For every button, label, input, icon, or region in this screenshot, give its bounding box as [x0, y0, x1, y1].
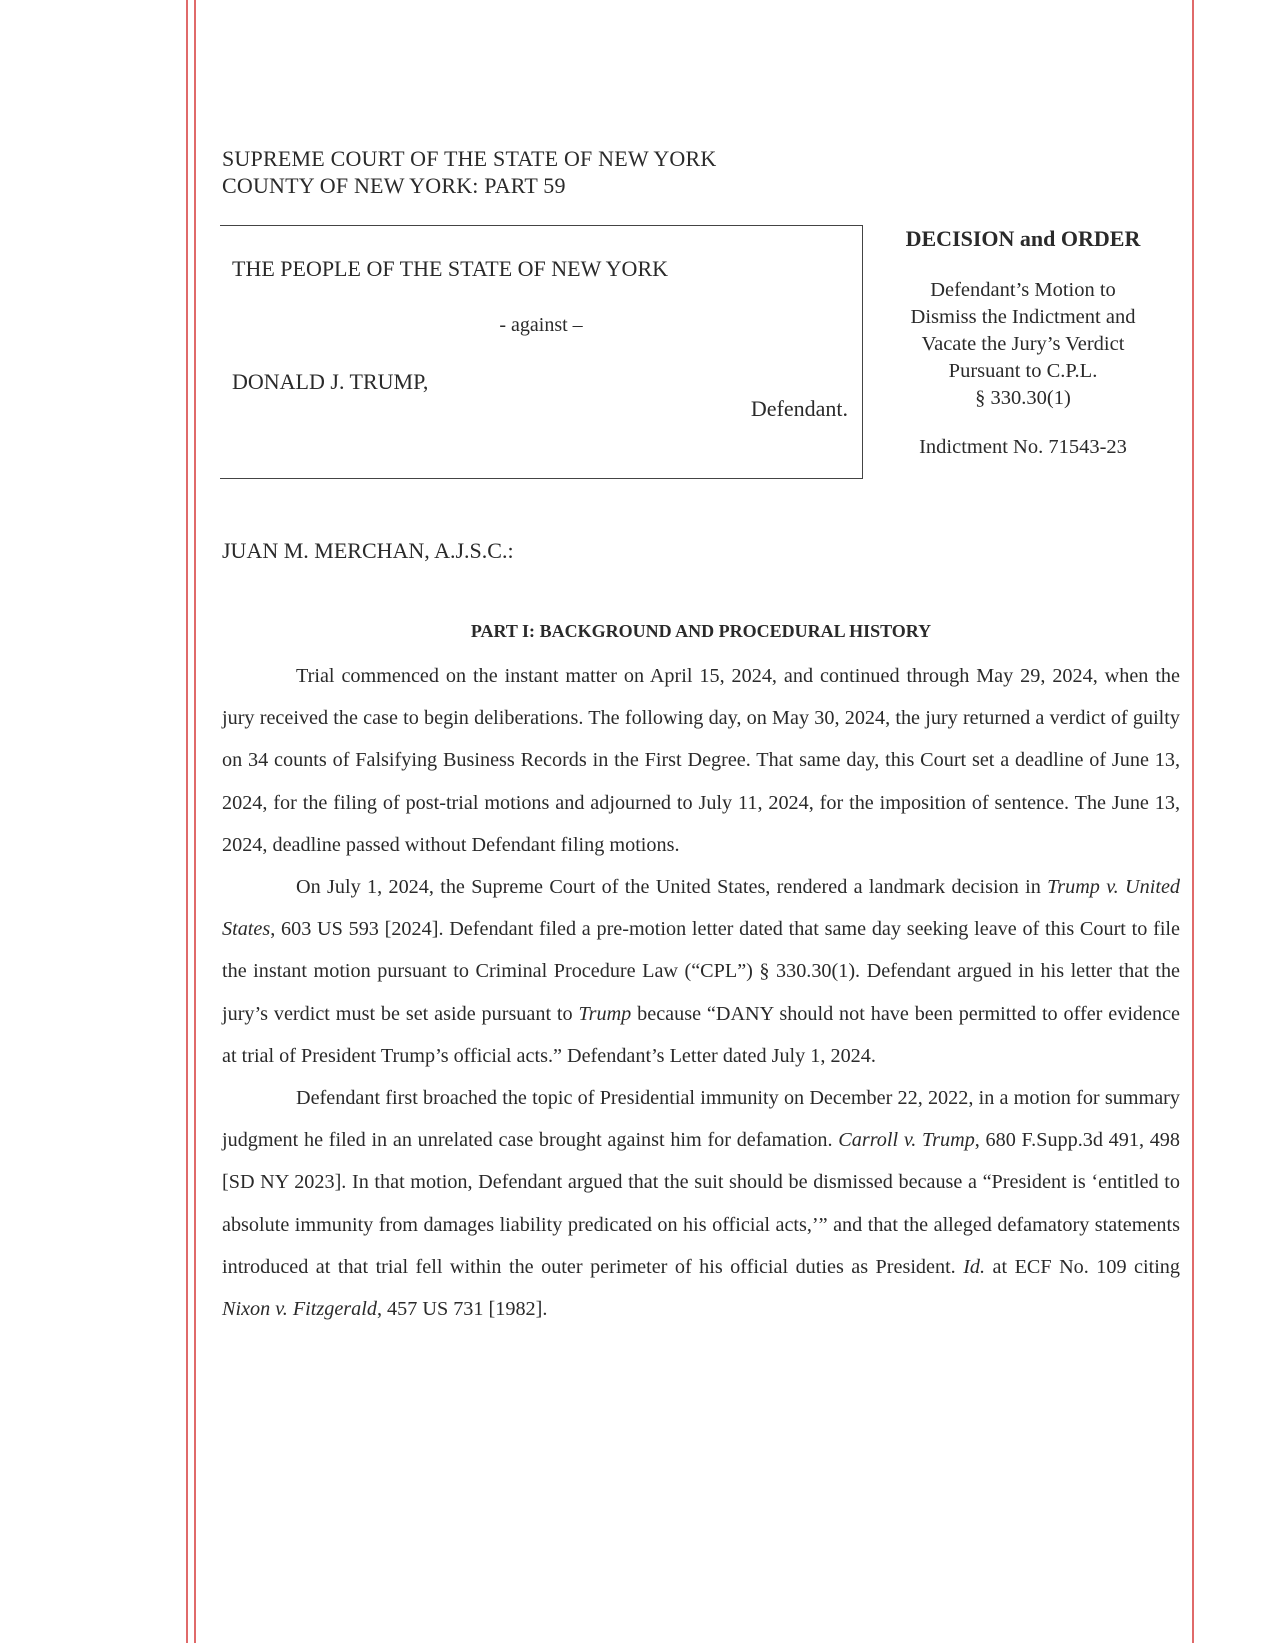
left-margin-line-1 — [186, 0, 188, 1643]
paragraph-text: because “DANY should not have been permitted to offer evidence at trial of President Trump’s official acts.” Defendant’s Letter dated July 1, 2024. — [222, 1002, 1180, 1067]
defendant-name: DONALD J. TRUMP, — [232, 369, 429, 394]
case-citation: Nixon v. Fitzgerald — [222, 1298, 377, 1321]
body-text — [222, 655, 1180, 1330]
motion-line: § 330.30(1) — [975, 387, 1071, 409]
right-margin-line — [1192, 0, 1194, 1643]
court-county: COUNTY OF NEW YORK: PART 59 — [222, 173, 566, 198]
paragraph-text: , 603 US 593 [2024]. Defendant filed a pre-motion letter dated that same day seeking leave of this Court to file the instant motion pursuant to Criminal Procedure Law (“CPL”) § 330.30(1). Defendant argued in his letter that the jury’s verdict must be set aside pursuant to — [222, 918, 1180, 1025]
plaintiff-name: THE PEOPLE OF THE STATE OF NEW YORK — [232, 256, 669, 281]
paragraph-2 — [222, 866, 1180, 1077]
court-header — [222, 145, 716, 199]
motion-description — [878, 277, 1168, 412]
against-label: - against – — [499, 314, 583, 336]
part-heading — [222, 621, 1180, 642]
left-margin-line-2 — [194, 0, 196, 1643]
paragraph-text: Trial commenced on the instant matter on April 15, 2024, and continued through May 29, 2024, when the jury received the case to begin deliberations. The following day, on May 30, 2024, the jury returned a verdict of guilty on 34 counts of Falsifying Business Records in the First Degree. That same day, this Court set a deadline of June 13, 2024, for the filing of post-trial motions and adjourned to July 11, 2024, for the imposition of sentence. The June 13, 2024, deadline passed without Defendant filing motions. — [222, 665, 1180, 856]
paragraph-text: On July 1, 2024, the Supreme Court of the United States, rendered a landmark decision in — [296, 876, 1048, 899]
judge-name: JUAN M. MERCHAN, A.J.S.C.: — [222, 538, 514, 563]
paragraph-text: Defendant first broached the topic of Presidential immunity on December 22, 2022, in a motion for summary judgment he filed in an unrelated case brought against him for defamation. — [222, 1087, 1180, 1152]
motion-line: Dismiss the Indictment and — [910, 306, 1136, 328]
decision-title: DECISION and ORDER — [905, 226, 1141, 251]
motion-line: Defendant’s Motion to — [930, 279, 1116, 301]
case-citation: Id. — [963, 1255, 986, 1278]
paragraph-3 — [222, 1077, 1180, 1330]
defendant-label: Defendant. — [750, 396, 848, 421]
paragraph-1 — [222, 655, 1180, 866]
part-heading-title: BACKGROUND AND PROCEDURAL HISTORY — [539, 621, 932, 641]
court-name: SUPREME COURT OF THE STATE OF NEW YORK — [222, 146, 717, 171]
decision-block — [878, 226, 1168, 459]
motion-line: Vacate the Jury’s Verdict — [921, 333, 1125, 355]
motion-line: Pursuant to C.P.L. — [948, 360, 1098, 382]
part-heading-prefix: PART I: — [470, 621, 540, 641]
paragraph-text: , 457 US 731 [1982]. — [376, 1298, 548, 1321]
paragraph-text: at ECF No. 109 citing — [985, 1255, 1180, 1278]
case-caption — [220, 225, 863, 479]
case-citation: Trump v. United States — [222, 876, 1180, 941]
paragraph-text: , 680 F.Supp.3d 491, 498 [SD NY 2023]. In that motion, Defendant argued that the suit should be dismissed because a “President is ‘entitled to absolute immunity from damages liability predicated on his official acts,’” and that the alleged defamatory statements introduced at that trial fell within the outer perimeter of his official duties as President. — [222, 1129, 1180, 1278]
case-citation: Trump — [578, 1002, 632, 1025]
indictment-number: Indictment No. 71543-23 — [919, 436, 1127, 458]
case-citation: Carroll v. Trump — [838, 1129, 975, 1152]
